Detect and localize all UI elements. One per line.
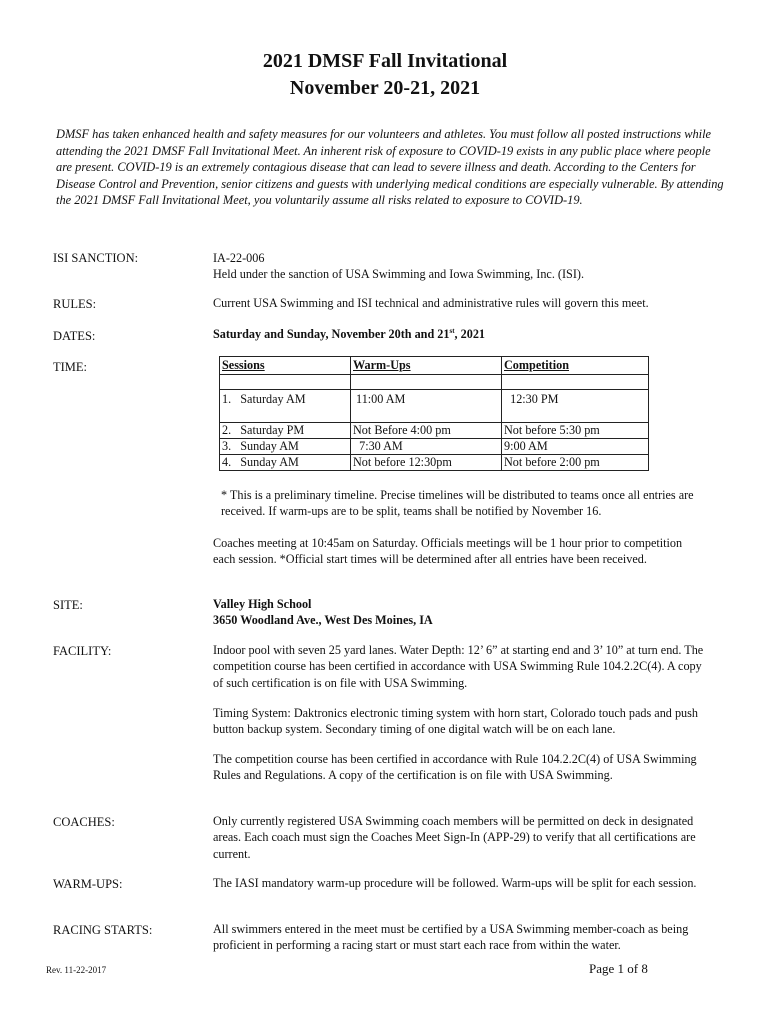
revision-footer: Rev. 11-22-2017 [46,965,107,975]
racing-starts-text: All swimmers entered in the meet must be certified by a USA Swimming member-coach as being proficient in performing a racing start or must start each race from within the water. [213,922,689,953]
facility-certification: The competition course has been certified in accordance with Rule 104.2.2C(4) of USA Swimming Rules and Regulations. A copy of the certification is on file with USA Swimming. [213,752,697,783]
page-number: Page 1 of 8 [589,961,648,976]
session-name: Saturday PM [240,423,305,437]
session-name: Sunday AM [240,439,299,453]
competition-cell [502,423,649,439]
competition-time: 12:30 PM [510,392,559,406]
competition-time: 9:00 AM [504,439,548,453]
session-number: 2. [222,423,232,437]
time-label: TIME: [53,360,88,374]
warmup-cell [351,423,502,439]
competition-time: Not before 5:30 pm [504,423,600,437]
header-sessions: Sessions [220,357,351,375]
session-cell [220,455,351,471]
coaches-label: COACHES: [53,815,115,829]
site-content [213,596,707,629]
table-row [220,390,649,423]
warmup-time: Not Before 4:00 pm [353,423,451,437]
session-number: 3. [222,439,232,453]
session-name: Saturday AM [240,392,306,406]
session-schedule-table [219,356,649,471]
warmup-cell [351,390,502,423]
session-cell [220,390,351,423]
coaches-text: Only currently registered USA Swimming coach members will be permitted on deck in designated areas. Each coach must sign the Coaches Meet Sign-In (APP-29) to verify that all certifications are current. [213,814,696,861]
warmup-time: 11:00 AM [356,392,406,406]
facility-label: FACILITY: [53,644,112,658]
rules-text: Current USA Swimming and ISI technical and administrative rules will govern this meet. [213,296,649,310]
session-number: 4. [222,455,232,469]
dates-text-main: Saturday and Sunday, November 20th and 21 [213,327,450,341]
session-cell [220,423,351,439]
coaches-meeting-text: Coaches meeting at 10:45am on Saturday. Officials meetings will be 1 hour prior to competition each session. *Official start times will be determined after all entries have been received. [213,536,683,567]
warmup-cell [351,455,502,471]
table-row [220,455,649,471]
table-row [220,439,649,455]
table-header-row [220,357,649,375]
timeline-note: * This is a preliminary timeline. Precise timelines will be distributed to teams once all entries are received. If warm-ups are to be split, teams shall be notified by November 16. [221,488,694,519]
competition-cell [502,439,649,455]
meet-dates-title: November 20-21, 2021 [289,77,481,99]
competition-cell [502,455,649,471]
table-row [220,423,649,439]
rules-label: RULES: [53,297,97,311]
dates-label: DATES: [53,329,96,343]
site-name: Valley High School [213,597,312,611]
warmup-cell [351,439,502,455]
sanction-content [213,250,707,283]
facility-pool-description: Indoor pool with seven 25 yard lanes. Water Depth: 12’ 6” at starting end and 3’ 10” at turn end. The competition course has been certified in accordance with USA Swimming Rule 104.2.2C(4). A copy of such certification is on file with USA Swimming. [213,643,704,690]
sanction-code: IA-22-006 [213,251,265,265]
dates-year: , 2021 [454,327,486,341]
sanction-text: Held under the sanction of USA Swimming and Iowa Swimming, Inc. (ISI). [213,267,584,282]
competition-cell [502,390,649,423]
competition-time: Not before 2:00 pm [504,455,600,469]
warmup-time: 7:30 AM [359,439,403,453]
site-label: SITE: [53,598,83,612]
racing-starts-label: RACING STARTS: [53,923,153,937]
table-spacer-row [220,375,649,390]
site-address: 3650 Woodland Ave., West Des Moines, IA [213,613,433,628]
session-number: 1. [222,392,232,406]
meet-title: 2021 DMSF Fall Invitational [262,50,508,72]
session-cell [220,439,351,455]
session-name: Sunday AM [240,455,299,469]
covid-disclaimer: DMSF has taken enhanced health and safety measures for our volunteers and athletes. You must follow all posted instructions while attending the 2021 DMSF Fall Invitational Meet. An inherent risk of exposure to COVID-19 exists in any public place where people are present. COVID-19 is an extremely contagious disease that can lead to severe illness and death. According to the Centers for Disease Control and Prevention, senior citizens and guests with underlying medical conditions are especially vulnerable. By attending the 2021 DMSF Fall Invitational Meet, you voluntarily assume all risks related to exposure to COVID-19. [56,127,724,208]
header-competition: Competition [502,357,649,375]
dates-text [213,326,707,342]
dates-suffix: st [449,326,455,335]
warmup-time: Not before 12:30pm [353,455,452,469]
facility-timing-system: Timing System: Daktronics electronic timing system with horn start, Colorado touch pads and push button backup system. Secondary timing of one digital watch will be on each lane. [213,706,698,737]
warmups-text: The IASI mandatory warm-up procedure will be followed. Warm-ups will be split for each session. [213,876,697,890]
sanction-label: ISI SANCTION: [53,251,139,265]
header-warmups: Warm-Ups [351,357,502,375]
warmups-label: WARM-UPS: [53,877,123,891]
